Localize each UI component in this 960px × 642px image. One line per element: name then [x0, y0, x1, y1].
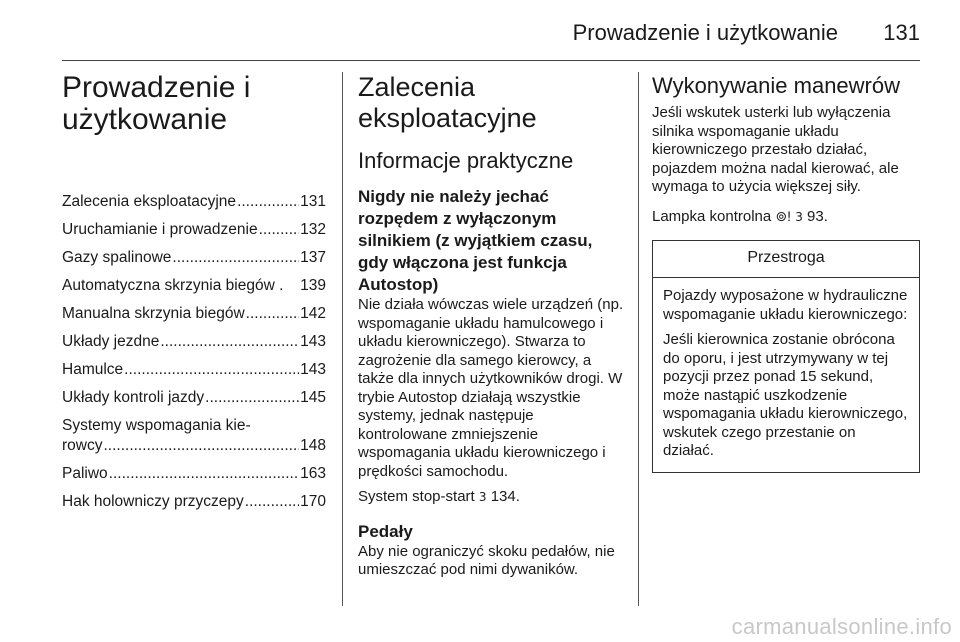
ref-arrow-icon: 3: [478, 490, 487, 504]
toc-page: 143: [300, 333, 326, 350]
cross-reference[interactable]: [358, 488, 626, 507]
caution-heading: Przestroga: [653, 241, 919, 278]
toc-page: 142: [300, 305, 326, 322]
toc-title: Gazy spalinowe: [62, 249, 172, 266]
item-title-line: rozpędem z wyłączonym: [358, 209, 557, 228]
ref-text: Lampka kontrolna: [652, 207, 772, 225]
section-title: Wykonywanie manewrów: [652, 73, 901, 98]
page-number: 131: [883, 20, 920, 45]
toc-entry[interactable]: [62, 360, 326, 380]
chapter-title-line: użytkowanie: [62, 103, 228, 136]
caution-text: Jeśli kierownica zostanie obrócona do oporu, i jest utrzymywany w tej pozycji przez ponad 15 sekund, może nastąpić uszkodzenie wspomagania układu kierowniczego, wskutek czego przestanie on działać.: [663, 331, 908, 459]
subsection-title: Informacje praktyczne: [358, 148, 574, 173]
ref-arrow-icon: 3: [795, 209, 803, 224]
section-title: [358, 72, 626, 134]
chapter-title-line: Prowadzenie i: [62, 71, 251, 104]
body-text: Aby nie ograniczyć skoku pedałów, nie umieszczać pod nimi dywaników.: [358, 542, 615, 578]
cross-reference[interactable]: [652, 207, 922, 227]
item-title-line: gdy włączona jest funkcja: [358, 253, 567, 272]
toc-page: 148: [300, 437, 326, 454]
toc-page: 170: [300, 493, 326, 510]
toc-entry[interactable]: [62, 388, 326, 408]
toc-page: 132: [300, 221, 326, 238]
toc-title: Systemy wspomagania kie-: [62, 417, 251, 434]
toc-entry[interactable]: [62, 464, 326, 484]
table-of-contents: [62, 192, 326, 512]
toc-entry[interactable]: [62, 276, 326, 296]
toc-page: 143: [300, 361, 326, 378]
toc-title: Manualna skrzynia biegów: [62, 305, 245, 322]
toc-page: 137: [300, 249, 326, 266]
toc-title: Układy kontroli jazdy: [62, 389, 205, 406]
column-contents: [62, 72, 326, 520]
body-text: Nie działa wówczas wiele urządzeń (np. wspomaganie układu hamulcowego i układu kierowniczego). Stwarza to zagrożenie dla samego kierowcy, a także dla innych użytkowników drogi. W trybie Autostop działają wszystkie systemy, jednak następuje kontrolowane zmniejszenie wspomagania układu kierowniczego i prędkości samochodu.: [358, 296, 624, 480]
toc-entry[interactable]: [62, 304, 326, 324]
watermark: carmanualsonline.info: [731, 614, 952, 639]
section-title-line: eksploatacyjne: [358, 103, 537, 133]
body-text: Jeśli wskutek usterki lub wyłączenia silnika wspomaganie układu kierowniczego przestało działać, pojazdem można nadal kierować, ale wymaga to użycia większej siły.: [652, 104, 899, 195]
item-title-line: Nigdy nie należy jechać: [358, 187, 549, 206]
toc-entry[interactable]: [62, 248, 326, 268]
item-title-line: silnikiem (z wyjątkiem czasu,: [358, 231, 593, 250]
toc-entry[interactable]: [62, 192, 326, 212]
item-title-line: Autostop): [358, 275, 439, 294]
column-section: [358, 72, 626, 587]
toc-title: Uruchamianie i prowadzenie: [62, 221, 258, 238]
toc-page: 139: [300, 277, 326, 294]
chapter-title: [62, 72, 326, 136]
ref-text: System stop-start: [358, 488, 475, 505]
toc-title: Paliwo: [62, 465, 108, 482]
toc-title: Zalecenia eksploatacyjne: [62, 193, 237, 210]
toc-title: Hak holowniczy przyczepy: [62, 493, 244, 510]
toc-page: 163: [300, 465, 326, 482]
ref-page: 134.: [490, 488, 520, 505]
caution-text: Pojazdy wyposażone w hydrauliczne wspomaganie układu kierowniczego:: [663, 287, 908, 323]
toc-entry[interactable]: [62, 492, 326, 512]
column-divider: [342, 72, 343, 606]
toc-title: Układy jezdne: [62, 333, 160, 350]
ref-page: 93.: [807, 207, 828, 225]
item-title: Pedały: [358, 521, 413, 541]
item-title: [358, 186, 626, 296]
running-title: Prowadzenie i użytkowanie: [572, 20, 838, 45]
toc-entry[interactable]: [62, 332, 326, 352]
steering-warning-icon: ⊚!: [775, 207, 792, 224]
toc-entry[interactable]: [62, 220, 326, 240]
column-divider: [638, 72, 639, 606]
page-header: [62, 18, 920, 61]
toc-title: Automatyczna skrzynia biegów .: [62, 277, 284, 294]
toc-page: 131: [300, 193, 326, 210]
column-manoeuvring: [652, 72, 922, 473]
caution-body: [653, 278, 919, 472]
toc-entry[interactable]: [62, 416, 326, 456]
toc-page: 145: [300, 389, 326, 406]
toc-title: Hamulce: [62, 361, 124, 378]
section-title-line: Zalecenia: [358, 72, 476, 102]
caution-box: [652, 240, 920, 473]
toc-title: rowcy: [62, 437, 103, 454]
